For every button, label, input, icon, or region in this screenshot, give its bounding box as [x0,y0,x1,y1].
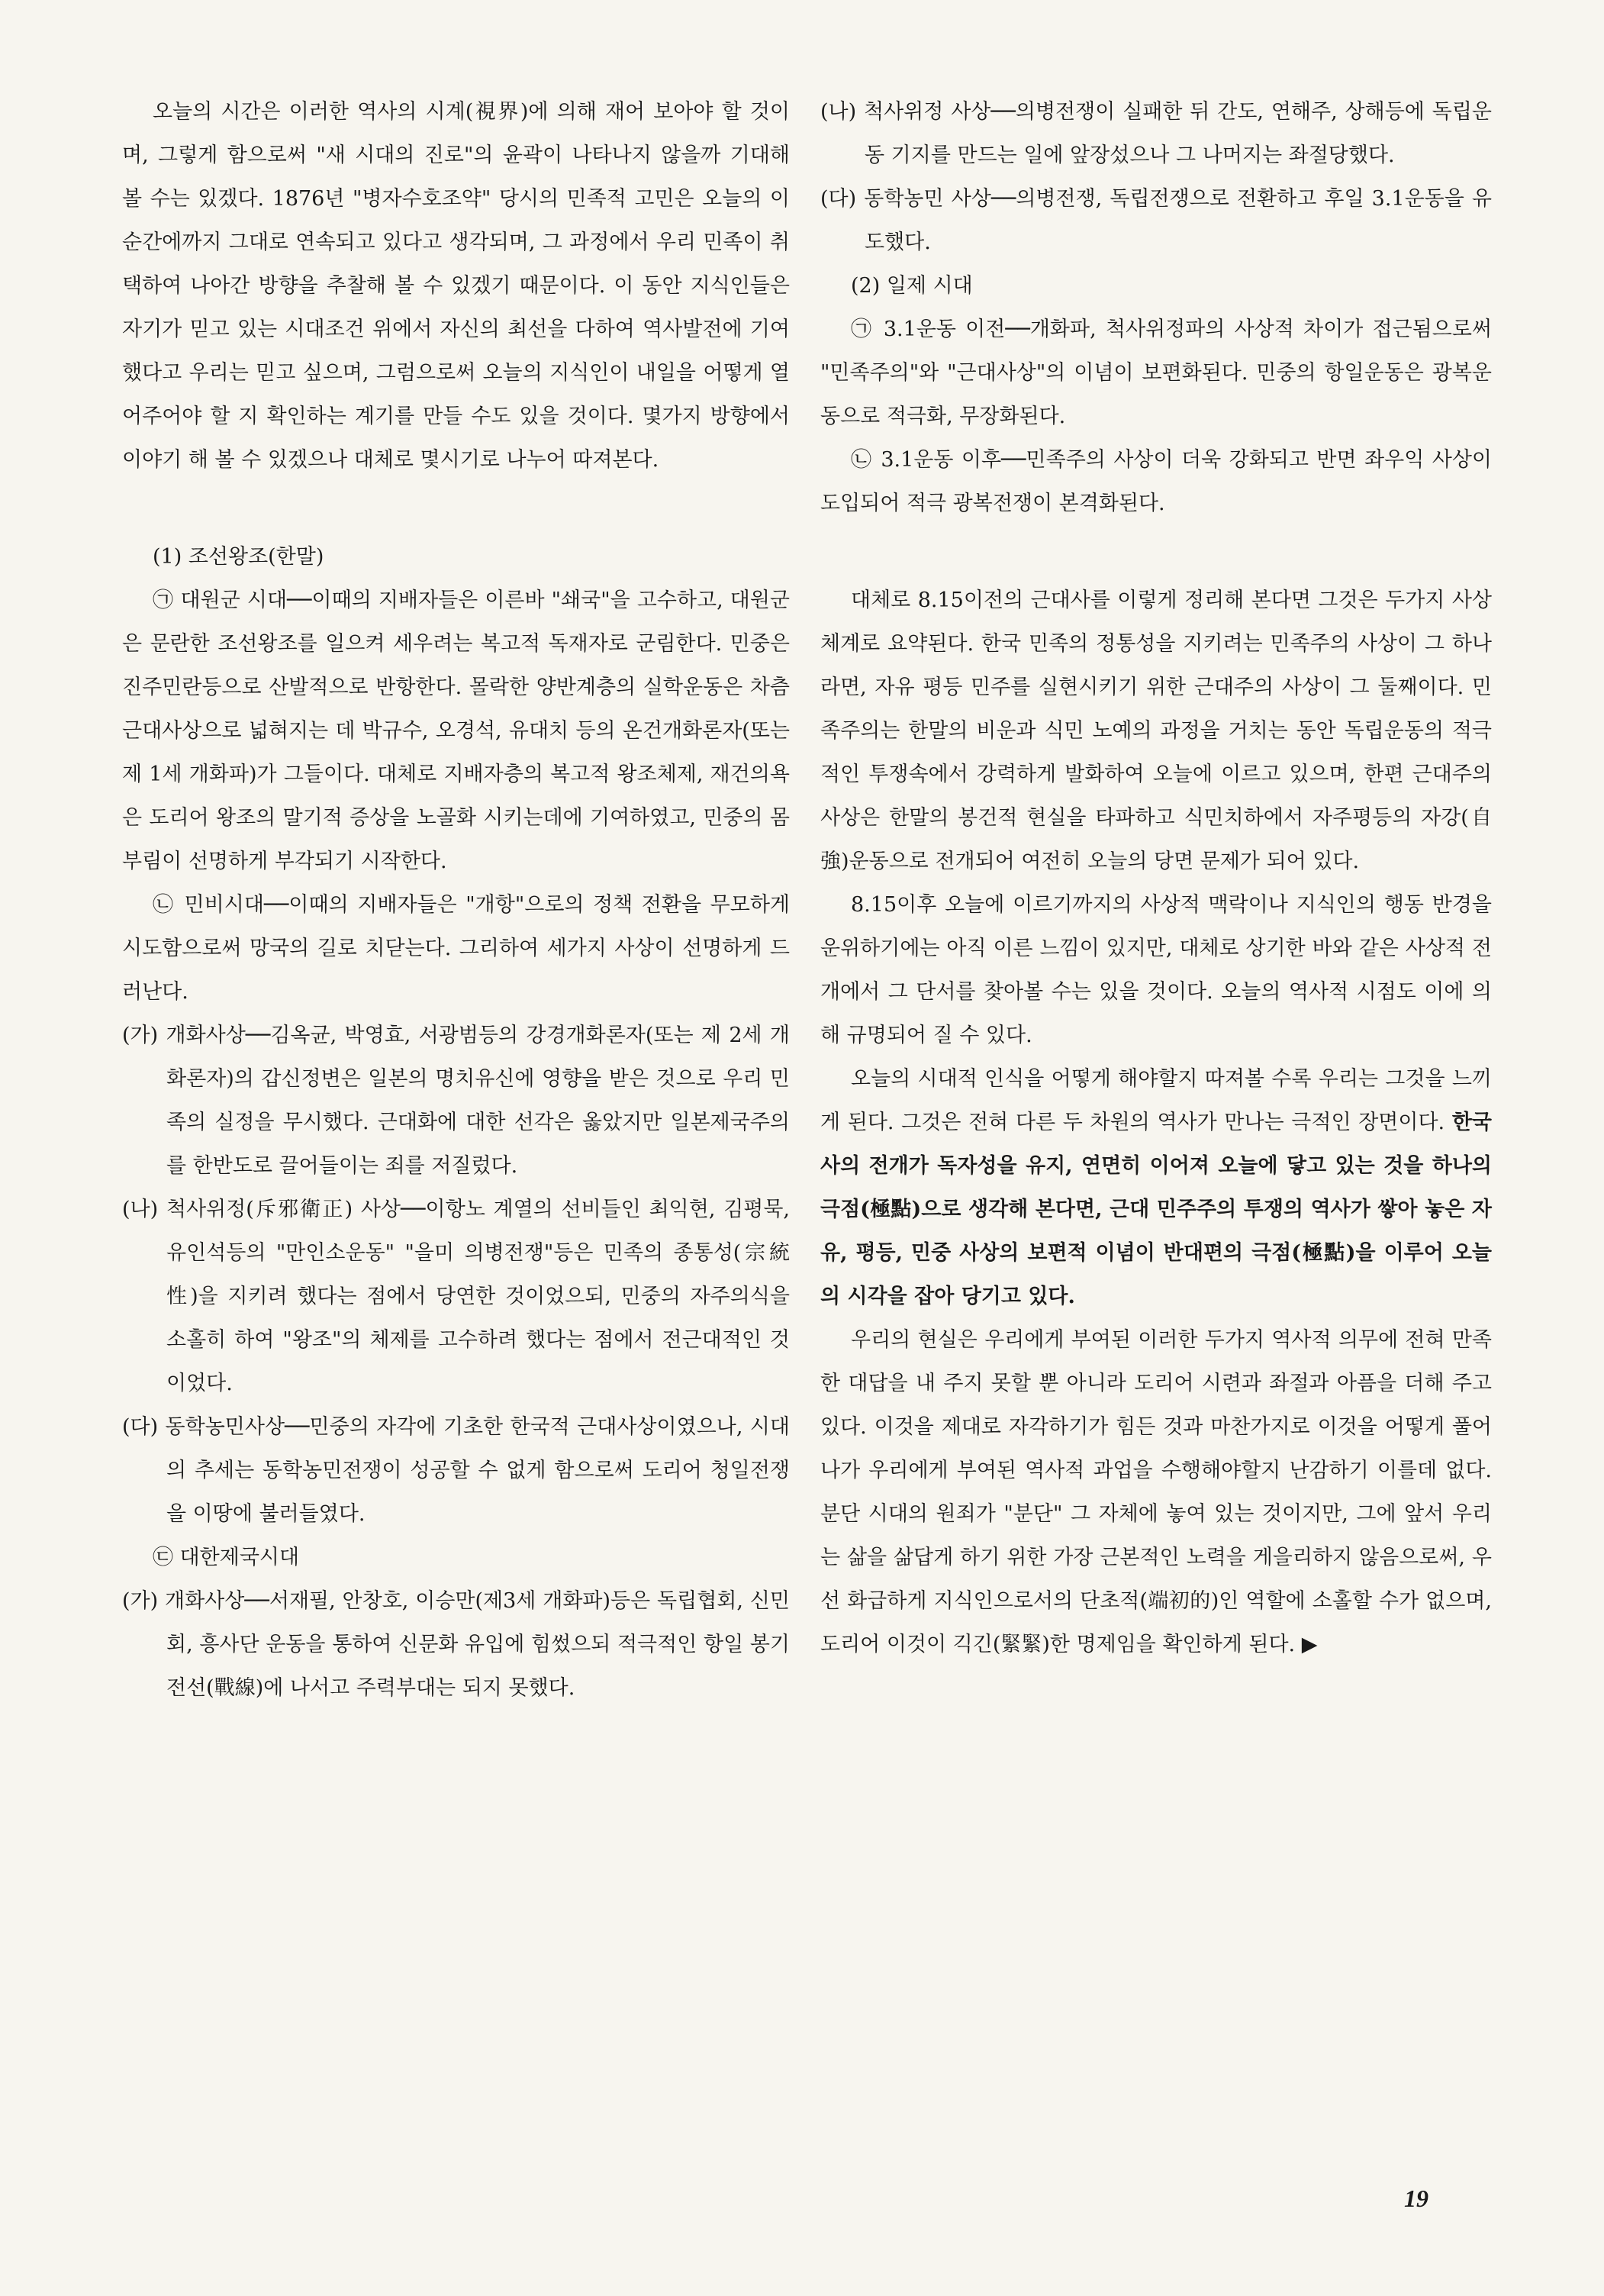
section-heading-japanese-era: (2) 일제 시대 [851,274,973,298]
korean-empire-heading: ㉢ 대한제국시대 [153,1546,300,1569]
left-column [122,90,790,1710]
list-item-empire-cheoksa: (나) 척사위정 사상──의병전쟁이 실패한 뒤 간도, 연해주, 상해등에 독립운동 기지를 만드는 일에 앞장섰으나 그 나머지는 좌절당했다. [820,100,1492,167]
list-item-empire-donghak: (다) 동학농민 사상──의병전쟁, 독립전쟁으로 전환하고 후일 3.1운동을 유도했다. [820,187,1492,254]
right-column [820,90,1492,1666]
closing-paragraph: 우리의 현실은 우리에게 부여된 이러한 두가지 역사적 의무에 전혀 만족한 대답을 내 주지 못할 뿐 아니라 도리어 시련과 좌절과 아픔을 더해 주고 있다. 이것을 제대로 자각하기가 힘든 것과 마찬가지로 이것을 어떻게 풀어나가 우리에게 부여된 역사적 과업을 수행해야할지 난감하기 이를데 없다. 분단 시대의 원죄가 "분단" 그 자체에 놓여 있는 것이지만, 그에 앞서 우리는 삶을 삶답게 하기 위한 가장 근본적인 노력을 게을리하지 않음으로써, 우선 화급하게 지식인으로서의 단초적(端初的)인 역할에 소홀할 수가 없으며, 도리어 이것이 긱긴(緊緊)한 명제임을 확인하게 된다. ▶ [820,1328,1492,1656]
list-item-cheoksa: (나) 척사위정(斥邪衛正) 사상──이항노 계열의 선비들인 최익현, 김평묵, 유인석등의 "만인소운동" "을미 의병전쟁"등은 민족의 종통성(宗統性)을 지키려 했다는 점에서 당연한 것이었으되, 민중의 자주의식을 소홀히 하여 "왕조"의 체제를 고수하려 했다는 점에서 전근대적인 것이었다. [122,1198,790,1395]
list-item-empire-enlightenment: (가) 개화사상──서재필, 안창호, 이승만(제3세 개화파)등은 독립협회, 신민회, 흥사단 운동을 통하여 신문화 유입에 힘썼으되 적극적인 항일 봉기 전선(戰線)에 나서고 주력부대는 되지 못했다. [122,1589,790,1700]
before-march-first-paragraph: ㉠ 3.1운동 이전──개화파, 척사위정파의 사상적 차이가 접근됨으로써 "민족주의"와 "근대사상"의 이념이 보편화된다. 민중의 항일운동은 광복운동으로 적극화, 무장화된다. [820,318,1492,428]
after-march-first-paragraph: ㉡ 3.1운동 이후──민족주의 사상이 더욱 강화되고 반면 좌우익 사상이 도입되어 적극 광복전쟁이 본격화된다. [820,448,1492,515]
two-poles-plain-text: 오늘의 시대적 인식을 어떻게 해야할지 따져볼 수록 우리는 그것을 느끼게 된다. 그것은 전혀 다른 두 차원의 역사가 만나는 극적인 장면이다. [820,1067,1492,1134]
section-heading-joseon: (1) 조선왕조(한말) [153,545,324,569]
post-liberation-paragraph: 8.15이후 오늘에 이르기까지의 사상적 맥락이나 지식인의 행동 반경을 운위하기에는 아직 이른 느낌이 있지만, 대체로 상기한 바와 같은 사상적 전개에서 그 단서를 찾아볼 수는 있을 것이다. 오늘의 역사적 시점도 이에 의해 규명되어 질 수 있다. [820,893,1492,1047]
two-poles-paragraph [820,1057,1492,1318]
summary-paragraph: 대체로 8.15이전의 근대사를 이렇게 정리해 본다면 그것은 두가지 사상 체계로 요약된다. 한국 민족의 정통성을 지키려는 민족주의 사상이 그 하나라면, 자유 평등 민주를 실현시키기 위한 근대주의 사상이 그 둘째이다. 민족주의는 한말의 비운과 식민 노예의 과정을 거치는 동안 독립운동의 적극적인 투쟁속에서 강력하게 발화하여 오늘에 이르고 있으며, 한편 근대주의 사상은 한말의 봉건적 현실을 타파하고 식민치하에서 자주평등의 자강(自強)운동으로 전개되어 여전히 오늘의 당면 문제가 되어 있다. [820,589,1492,873]
two-poles-bold-text: 한국사의 전개가 독자성을 유지, 연면히 이어져 오늘에 닿고 있는 것을 하나의 극점(極點)으로 생각해 본다면, 근대 민주주의 투쟁의 역사가 쌓아 놓은 자유, 평등, 민중 사상의 보편적 이념이 반대편의 극점(極點)을 이루어 오늘의 시각을 잡아 당기고 있다. [820,1111,1492,1308]
minbi-paragraph: ㉡ 민비시대──이때의 지배자들은 "개항"으로의 정책 전환을 무모하게 시도함으로써 망국의 길로 치닫는다. 그리하여 세가지 사상이 선명하게 드러난다. [122,893,790,1004]
page-number: 19 [1404,2185,1428,2212]
daewongun-paragraph: ㉠ 대원군 시대──이때의 지배자들은 이른바 "쇄국"을 고수하고, 대원군은 문란한 조선왕조를 일으켜 세우려는 복고적 독재자로 군림한다. 민중은 진주민란등으로 산발적으로 반항한다. 몰락한 양반계층의 실학운동은 차츰 근대사상으로 넓혀지는 데 박규수, 오경석, 유대치 등의 온건개화론자(또는 제 1세 개화파)가 그들이다. 대체로 지배자층의 복고적 왕조체제, 재건의욕은 도리어 왕조의 말기적 증상을 노골화 시키는데에 기여하였고, 민중의 몸부림이 선명하게 부각되기 시작한다. [122,589,790,873]
intro-paragraph: 오늘의 시간은 이러한 역사의 시계(視界)에 의해 재어 보아야 할 것이며, 그렇게 함으로써 "새 시대의 진로"의 윤곽이 나타나지 않을까 기대해 볼 수는 있겠다. 1876년 "병자수호조약" 당시의 민족적 고민은 오늘의 이 순간에까지 그대로 연속되고 있다고 생각되며, 그 과정에서 우리 민족이 취택하여 나아간 방향을 추찰해 볼 수 있겠기 때문이다. 이 동안 지식인들은 자기가 믿고 있는 시대조건 위에서 자신의 최선을 다하여 역사발전에 기여했다고 우리는 믿고 싶으며, 그럼으로써 오늘의 지식인이 내일을 어떻게 열어주어야 할 지 확인하는 계기를 만들 수도 있을 것이다. 몇가지 방향에서 이야기 해 볼 수 있겠으나 대체로 몇시기로 나누어 따져본다. [122,100,790,472]
list-item-donghak: (다) 동학농민사상──민중의 자각에 기초한 한국적 근대사상이였으나, 시대의 추세는 동학농민전쟁이 성공할 수 없게 함으로써 도리어 청일전쟁을 이땅에 불러들였다. [122,1415,790,1526]
list-item-enlightenment: (가) 개화사상──김옥균, 박영효, 서광범등의 강경개화론자(또는 제 2세 개화론자)의 갑신정변은 일본의 명치유신에 영향을 받은 것으로 우리 민족의 실정을 무시했다. 근대화에 대한 선각은 옳았지만 일본제국주의를 한반도로 끌어들이는 죄를 저질렀다. [122,1024,790,1178]
